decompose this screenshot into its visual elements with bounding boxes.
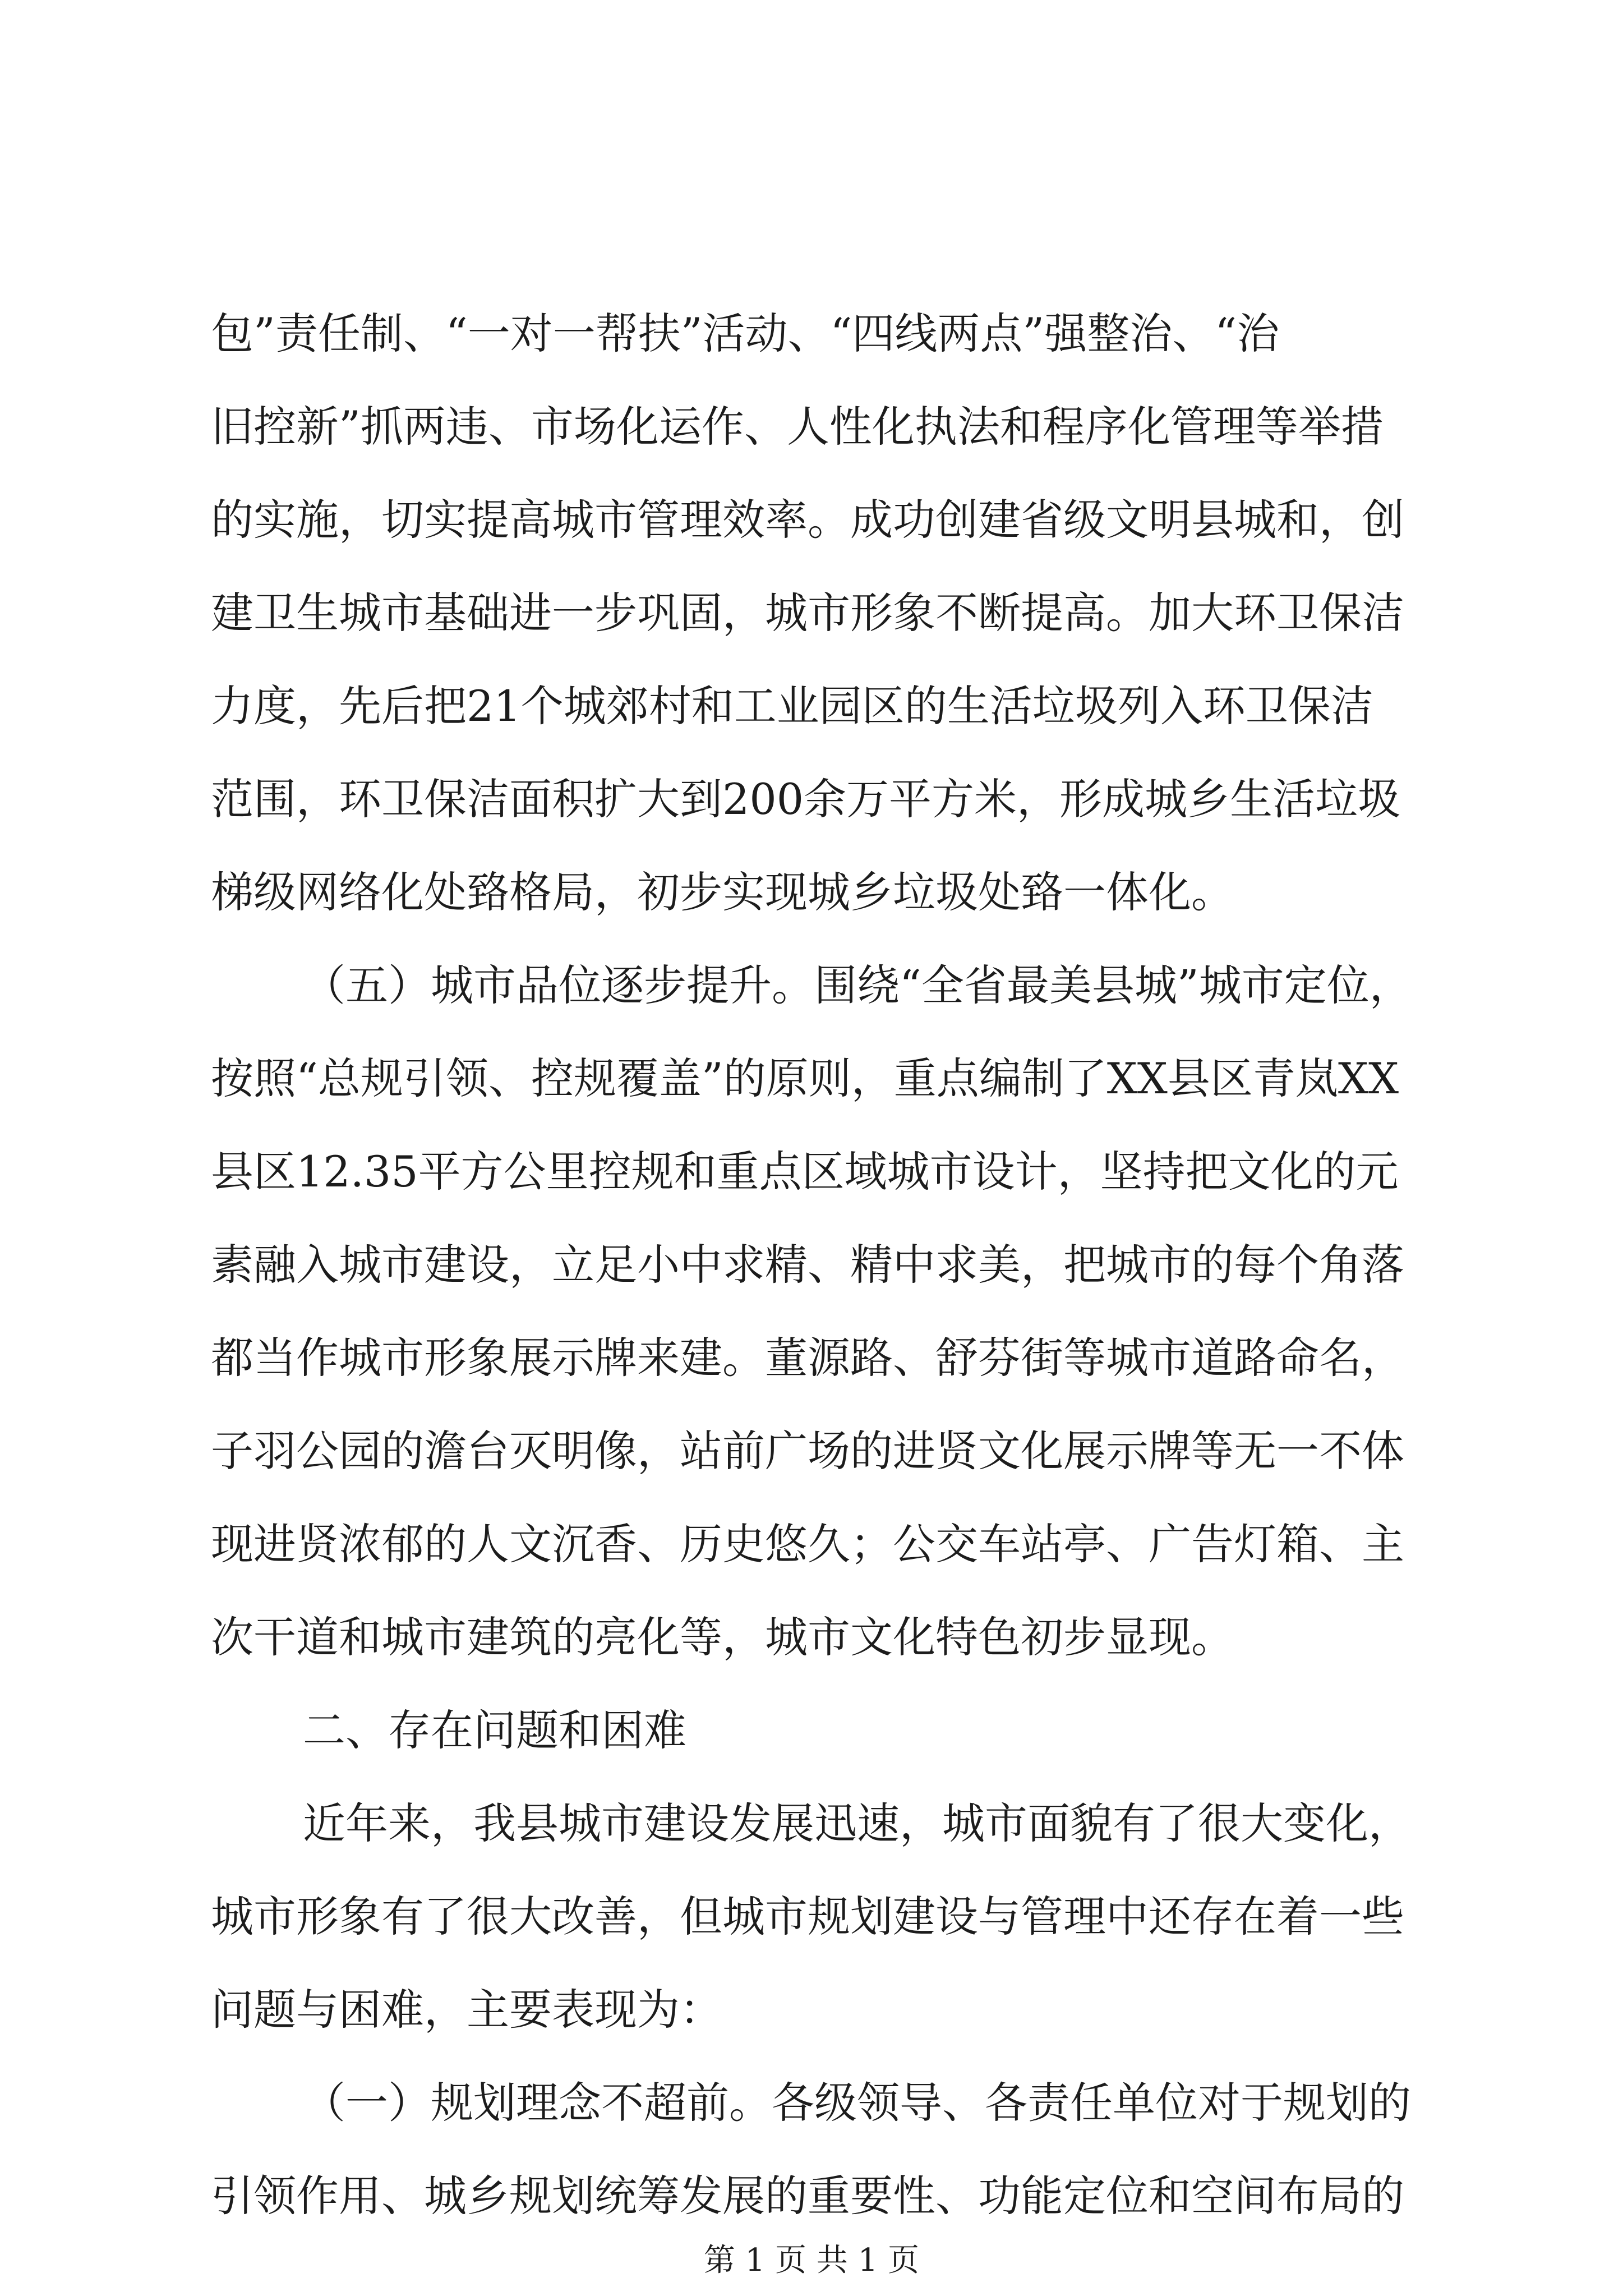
page-footer: 第 1 页 共 1 页	[703, 2242, 920, 2279]
paragraph-line: 建卫生城市基础进一步巩固，城市形象不断提高。加大环卫保洁	[211, 588, 1404, 638]
paragraph-line: 问题与困难，主要表现为：	[211, 1985, 722, 2035]
paragraph-line: 梯级网络化处臵格局，初步实现城乡垃圾处臵一体化。	[211, 867, 1234, 917]
paragraph-line: 旧控新”抓两违、市场化运作、人性化执法和程序化管理等举措	[211, 402, 1384, 452]
paragraph-line: 素融入城市建设，立足小中求精、精中求美，把城市的每个角落	[211, 1240, 1404, 1290]
paragraph-line: （一）规划理念不超前。各级领导、各责任单位对于规划的	[303, 2078, 1411, 2128]
paragraph-line: 的实施，切实提高城市管理效率。成功创建省级文明县城和，创	[211, 495, 1404, 545]
paragraph-line: 子羽公园的澹台灭明像，站前广场的进贤文化展示牌等无一不体	[211, 1426, 1404, 1476]
paragraph-line: 按照“总规引领、控规覆盖”的原则，重点编制了XX县区青岚XX	[211, 1053, 1399, 1103]
paragraph-line: 力度，先后把21个城郊村和工业园区的生活垃圾列入环卫保洁	[211, 681, 1373, 731]
paragraph-line: 现进贤浓郁的人文沉香、历史悠久；公交车站亭、广告灯箱、主	[211, 1519, 1404, 1569]
paragraph-line: 城市形象有了很大改善，但城市规划建设与管理中还存在着一些	[211, 1892, 1404, 1941]
paragraph-line: 近年来，我县城市建设发展迅速，城市面貌有了很大变化，	[303, 1798, 1411, 1848]
paragraph-line: 次干道和城市建筑的亮化等，城市文化特色初步显现。	[211, 1612, 1234, 1662]
paragraph-line: 引领作用、城乡规划统筹发展的重要性、功能定位和空间布局的	[211, 2171, 1404, 2221]
section-heading: 二、存在问题和困难	[303, 1705, 686, 1755]
paragraph-line: 都当作城市形象展示牌来建。董源路、舒芬街等城市道路命名，	[211, 1333, 1404, 1383]
paragraph-line: （五）城市品位逐步提升。围绕“全省最美县城”城市定位，	[303, 960, 1412, 1010]
paragraph-line: 县区12.35平方公里控规和重点区域城市设计，坚持把文化的元	[211, 1147, 1399, 1197]
paragraph-line: 包”责任制、“一对一帮扶”活动、“四线两点”强整治、“治	[211, 309, 1280, 358]
paragraph-line: 范围，环卫保洁面积扩大到200余万平方米，形成城乡生活垃圾	[211, 774, 1401, 824]
